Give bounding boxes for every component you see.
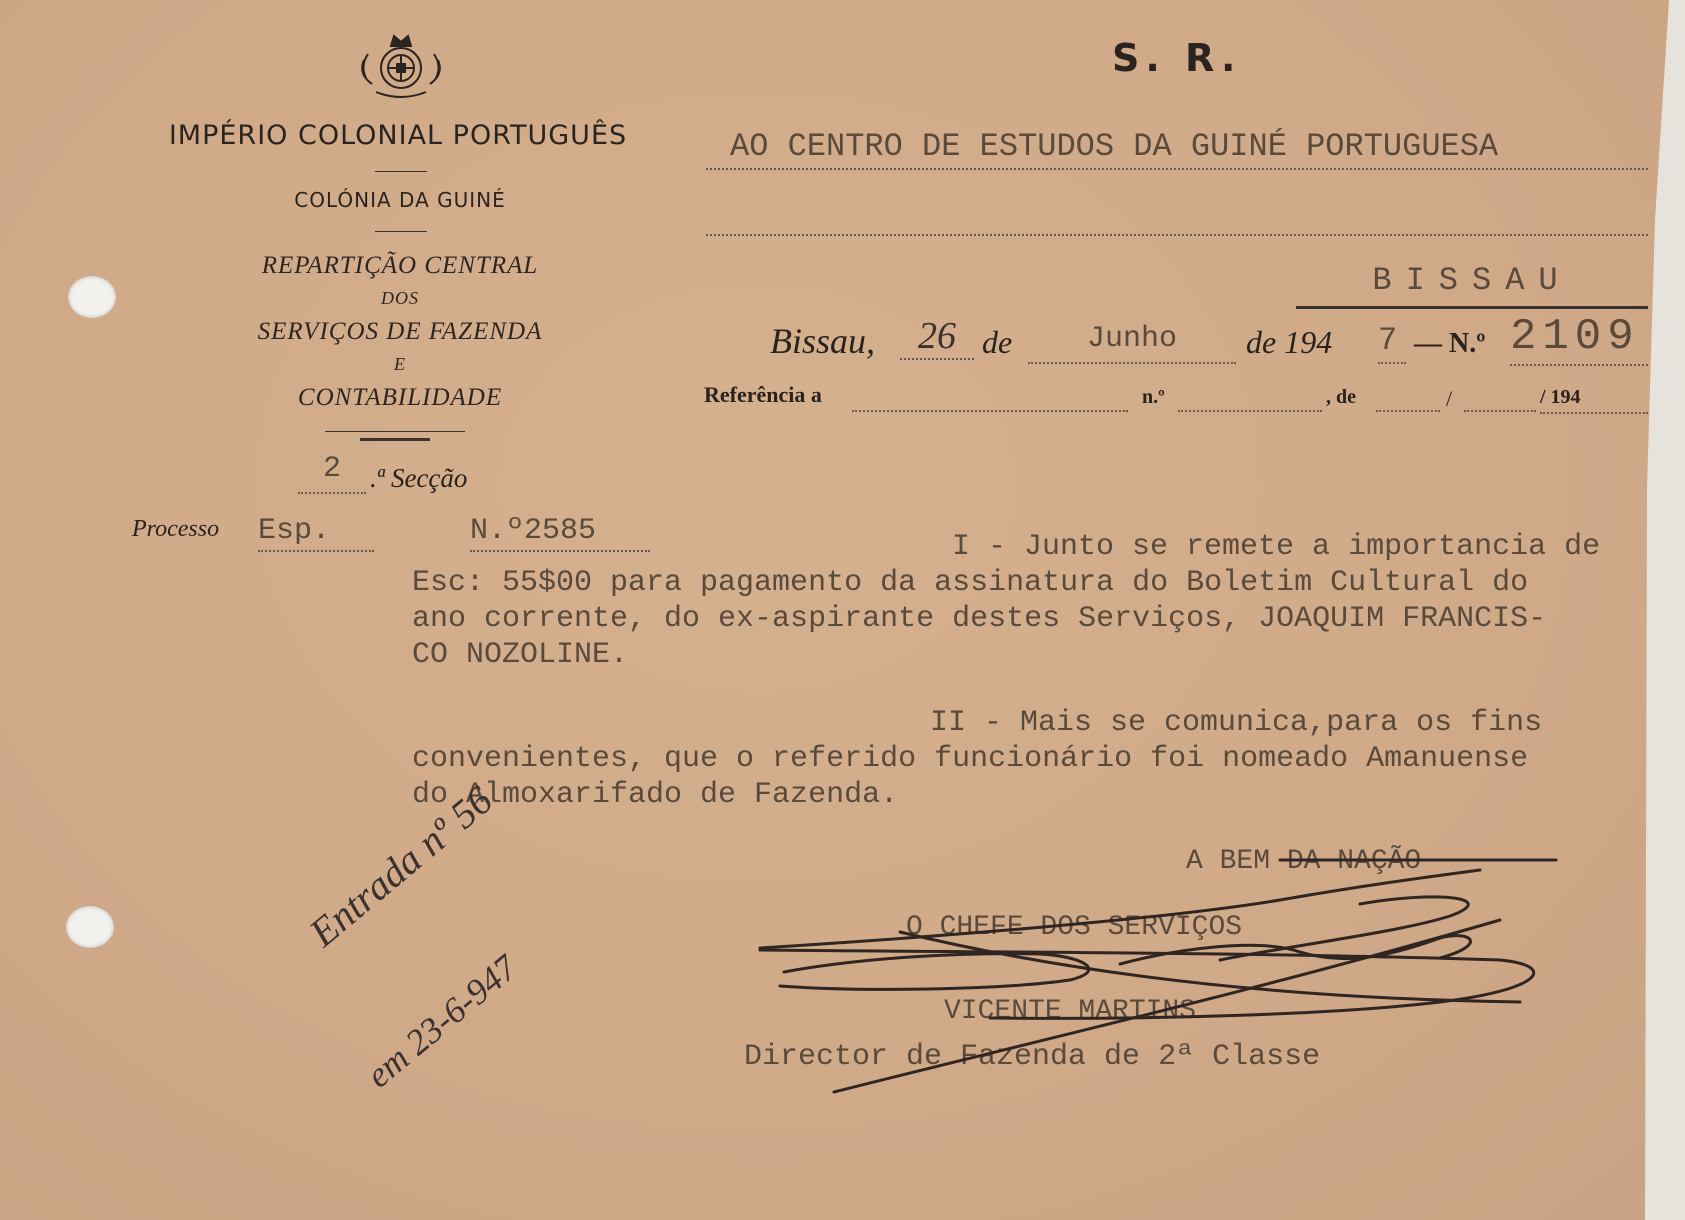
date-day: 26 [900, 314, 974, 360]
department-line-1: REPARTIÇÃO CENTRAL [261, 252, 539, 279]
reference-de-label: , de [1326, 386, 1356, 408]
date-de-1: de [982, 324, 1013, 360]
section-number: 2 [298, 452, 366, 494]
reference-year: / 194 [1540, 386, 1648, 414]
department-line-5: CONTABILIDADE [297, 384, 503, 411]
motto: A BEM DA NAÇÃO [1186, 846, 1422, 877]
section-label: .ª Secção [370, 463, 468, 493]
body-para2-line1: II - Mais se comunica,para os fins [930, 706, 1543, 740]
date-year-digit: 7 [1378, 322, 1406, 364]
department-line-4: E [394, 354, 406, 374]
empire-heading: IMPÉRIO COLONIAL PORTUGUÊS [168, 120, 628, 151]
reference-field[interactable] [852, 386, 1128, 412]
punch-hole-top [68, 276, 116, 318]
city-line: BISSAU [1296, 262, 1648, 309]
number-label: — N.º [1414, 328, 1486, 359]
entry-annotation-line2: em 23-6-947 [358, 947, 525, 1096]
process-label: Processo [132, 516, 220, 542]
body-para1-line2: Esc: 55$00 para pagamento da assinatura do Boletim Cultural do [412, 566, 1529, 600]
department-line-3: SERVIÇOS DE FAZENDA [257, 318, 543, 345]
reference-no-field[interactable] [1178, 386, 1322, 412]
body-para2-line2: convenientes, que o referido funcionário foi nomeado Amanuense [412, 742, 1529, 776]
process-number: N.º2585 [470, 514, 650, 552]
divider [375, 171, 427, 172]
body-para1-line4: CO NOZOLINE. [412, 638, 629, 672]
divider [325, 431, 465, 432]
divider [360, 438, 430, 441]
body-para1-line1: I - Junto se remete a importancia de [952, 530, 1601, 564]
signer-role: Director de Fazenda de 2ª Classe [744, 1040, 1321, 1074]
date-de-2: de 194 [1246, 324, 1333, 360]
coat-of-arms-icon [354, 30, 448, 102]
colony-heading: COLÓNIA DA GUINÉ [294, 188, 506, 212]
signer-name: VICENTE MARTINS [944, 996, 1197, 1027]
divider [375, 231, 427, 232]
department-line-2: DOS [381, 288, 419, 308]
torn-edge [1645, 0, 1685, 1220]
body-para1-line3: ano corrente, do ex-aspirante destes Serviços, JOAQUIM FRANCIS- [412, 602, 1547, 636]
reference-day-field[interactable] [1376, 386, 1440, 412]
reference-slash: / [1446, 386, 1453, 411]
body-para2-line3: do Almoxarifado de Fazenda. [412, 778, 899, 812]
addressee-line-2 [706, 190, 1648, 236]
reference-label: Referência a [704, 382, 822, 407]
handwritten-signature [740, 840, 1570, 1100]
process-value: Esp. [258, 514, 374, 552]
date-month: Junho [1028, 322, 1236, 364]
punch-hole-bottom [66, 906, 114, 948]
reference-month-field[interactable] [1464, 386, 1536, 412]
reference-no-label: n.º [1142, 386, 1165, 408]
place-label: Bissau, [770, 321, 876, 361]
addressee-line: AO CENTRO DE ESTUDOS DA GUINÉ PORTUGUESA [706, 128, 1648, 170]
letter-number: 2109 [1510, 312, 1648, 366]
sr-mark: S. R. [1112, 36, 1242, 80]
entry-annotation-line1: Entrada nº 56 [300, 777, 501, 956]
signer-title: O CHEFE DOS SERVIÇOS [906, 912, 1243, 943]
